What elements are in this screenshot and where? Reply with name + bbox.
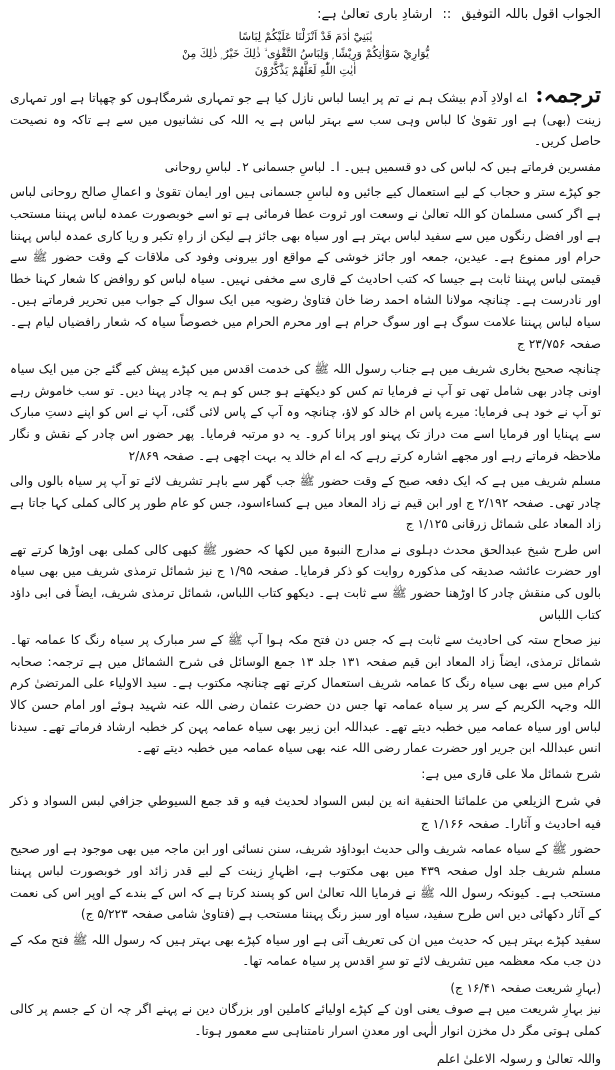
paragraph-suf: نیز بہارِ شریعت میں ہے صوف یعنی اون کے کپڑے اولیائے کاملین اور بزرگان دین نے پہنے اگر چہ ان کے جسم پر کالی کملی ہوتی مگر دل مخزن انوار الٰہی اور معدنِ اسرار نامتناہی سے معمور ہوتا۔ xyxy=(10,1001,601,1038)
translation-paragraph xyxy=(10,82,602,153)
header-separator: :: xyxy=(442,7,452,22)
paragraph-sihah: نیز صحاح ستہ کی احادیث سے ثابت ہے کہ جس دن فتح مکہ ہوا آپ ﷺ کے سر مبارک پر سیاہ رنگ کا عمامہ تھا۔ شمائل ترمذی، ایضاً زاد المعاد ابن قیم صفحہ ۱۳۱ جلد ۱۳ جمع الوسائل فی شرح الشمائل میں ہے ترجمہ: صحابہ کرام میں سے بھی سیاہ رنگ کا عمامہ شریف استعمال کرتے تھے چنانچہ مکتوب ہے۔ سید الاولیاء علی المرتضیٰ کرم اللہ وجہہ الکریم کے سر پر سیاہ عمامہ تھا جس دن حضرت عثمان رضی اللہ عنہ شہید ہوئے اور امام حسن کالا لباس اور سیاہ عمامہ میں خطبہ دیتے تھے۔ عبداللہ ابن زبیر بھی سیاہ عمامہ پہن کر خطبہ ارشاد فرماتے تھے۔ سیدنا انس عبداللہ ابن جریر اور حضرت عمار رضی اللہ عنہ بھی سیاہ عمامہ میں خطبہ دیتے تھے۔ xyxy=(10,633,602,756)
paragraph-amama: حضور ﷺ کے سیاہ عمامہ شریف والی حدیث ابوداؤد شریف، سنن نسائی اور ابن ماجہ میں بھی موجود ہے اور صحیح مسلم شریف جلد اول صفحہ ۴۳۹ میں بھی مکتوب ہے، اظہارِ زینت کے لیے قدر زائد اور خوبصورت لباس پہننا مستحب ہے۔ کیونکہ رسول اللہ ﷺ نے فرمایا اللہ تعالیٰ اس کو پسند کرتا ہے کہ اس کے بندے کے اوپر اس کی نعمت کے آثار دکھائی دیں اس طرح سفید، سیاہ اور سبز رنگ پہننا مستحب ہے (فتاویٰ شامی صفحہ ۵/۲۲۳ ج) xyxy=(10,842,601,922)
ayah-line-1: يٰبَنِيْٓ اٰدَمَ قَدْ اَنْزَلْنَا عَلَيْكُمْ لِبَاسًا xyxy=(238,30,373,43)
paragraph-white-clothes: سفید کپڑے بہتر ہیں کہ حدیث میں ان کی تعریف آتی ہے اور سیاہ کپڑے بھی بہتر ہیں کہ رسول اللہ ﷺ فتح مکہ کے دن جب مکہ معظمہ میں تشریف لائے تو سرِ اقدس پر سیاہ عمامہ تھا۔ xyxy=(10,932,601,969)
bahar-reference: (بہارِ شریعت صفحہ ۱۶/۴۱ ج) xyxy=(450,980,601,995)
header-answer-opening: الجواب اقول باللہ التوفیق xyxy=(461,7,601,22)
paragraph-libas-types: جو کپڑے ستر و حجاب کے لیے استعمال کیے جائیں وہ لباسِ جسمانی ہیں اور ایمان تقویٰ و اعمالِ صالح روحانی لباس ہے اگر کسی مسلمان کو اللہ تعالیٰ نے وسعت اور ثروت عطا فرمائی ہے تو اسے خوبصورت عمدہ لباس پہننا مستحب ہے اور افضل رنگوں میں سے سفید لباس بہتر ہے اور سیاہ بھی جائز ہے لیکن از راہِ تکبر و ریا کاری عمدہ لباس پہننا حرام اور ممنوع ہے۔ عیدین، جمعہ اور جائز خوشی کے مواقع اور بیرونی وفود کی ملاقات کے وقت حضور ﷺ سے قیمتی لباس پہننا ثابت ہے جیسا کہ کتب احادیث کے قاری سے مخفی نہیں۔ سیاہ لباس کو روافض کا شعار کہنا خطا اور نادرست ہے۔ چنانچہ مولانا الشاہ احمد رضا خان فتاویٰ رضویہ میں ایک سوال کے جواب میں تحریر فرماتے ہیں۔ سیاہ لباس پہننا علامت سوگ ہے اور سوگ حرام ہے اور محرم الحرام میں خصوصاً سیاہ کہ شعار رافضیاں لیام ہے۔ صفحہ ۲۳/۷۵۶ ج xyxy=(10,185,601,351)
header-quran-intro: ارشادِ باری تعالیٰ ہے: xyxy=(317,7,433,22)
quran-ayah xyxy=(10,28,601,79)
ayah-line-2: يُّوَارِيْ سَوْاٰتِكُمْ وَرِيْشًا ۭ وَلِبَاسُ التَّقْوٰى ۙ ذٰلِكَ خَيْرٌ ۭ ذٰلِكَ مِنْ xyxy=(181,47,430,60)
paragraph-madarij: اس طرح شیخ عبدالحق محدث دہلوی نے مدارج النبوۃ میں لکھا کہ حضور ﷺ کبھی کالی کملی بھی اوڑھا کرتے تھے اور حضرت عائشہ صدیقہ کی مذکورہ روایت کو ذکر فرمایا۔ صفحہ ۱/۹۵ ج نیز شمائل ترمذی شریف میں بھی سیاہ بالوں کی منقش چادر کا اوڑھنا حضور ﷺ سے ثابت ہے۔ دیکھو کتاب اللباس، شمائل ترمذی شریف، ایضاً فی ابی داؤد کتاب اللباس xyxy=(10,542,601,622)
translation-text: اے اولادِ آدم بیشک ہم نے تم پر ایسا لباس نازل کیا ہے جو تمہاری شرمگاہوں کو چھپاتا ہے اور تمہاری زینت (بھی) ہے اور تقویٰ کا لباس وہی سب سے بہتر لباس ہے یہ اللہ کی نشانیوں میں سے ہے تاکہ وہ نصیحت حاصل کریں۔ xyxy=(10,91,601,149)
translation-label: ترجمہ: xyxy=(535,82,602,108)
paragraph-bukhari: چنانچہ صحیح بخاری شریف میں ہے جناب رسول اللہ ﷺ کی خدمت اقدس میں کپڑے پیش کیے گئے جن میں ایک سیاہ اونی چادر بھی شامل تھی تو آپ نے فرمایا تم کس کو دیکھتے ہو جس کو ہم یہ چادر پہنا دیں۔ تو سب خاموش رہے تو آپ نے خود ہی فرمایا: میرے پاس ام خالد کو لاؤ، چنانچہ وہ آپ کے پاس لائی گئی، آپ نے اس کو اپنے دستِ مبارک سے پہنایا اور فرمایا اسے مت دراز تک پہنو اور پرانا کرو۔ یہ دو مرتبہ فرمایا۔ پھر حضور اس چادر کے نقش و نگار ملاحظہ فرماتے رہے اور مجھے اشارہ کرتے رہے کہ اے ام خالد یہ بہت اچھی ہے۔ صفحہ ۲/۸۶۹ xyxy=(10,362,601,463)
arabic-quote: في شرح الزيلعي من علمائنا الحنفية انه ين لبس السواد لحديث فيه و قد جمع السيوطي جزافي لبس السواد و ذكر فيه احاديث و آثارا۔ صفحہ ۱/۱۶۶ ج xyxy=(10,793,601,832)
paragraph-shamail-intro: شرح شمائل ملا علی قاری میں ہے: xyxy=(421,766,601,781)
closing-formula: واللہ تعالیٰ و رسولہ الاعلیٰ اعلم xyxy=(436,1052,601,1067)
page-header xyxy=(10,4,601,26)
paragraph-mufassirin: مفسرین فرماتے ہیں کہ لباس کی دو قسمیں ہیں۔ ا۔ لباسِ جسمانی ۲۔ لباسِ روحانی xyxy=(164,159,601,174)
ayah-line-3: اٰيٰتِ اللّٰهِ لَعَلَّهُمْ يَذَّكَّرُوْنَ xyxy=(254,64,357,77)
paragraph-muslim: مسلم شریف میں ہے کہ ایک دفعہ صبح کے وقت حضور ﷺ جب گھر سے باہر تشریف لائے تو آپ پر سیاہ بالوں والی چادر تھی۔ صفحہ ۲/۱۹۲ ج اور ابن قیم نے زاد المعاد میں ہے کساءاسود، جس کو عام طور پر کالی کملی کہا جاتا ہے زاد المعاد علی شمائل زرقانی ۱/۱۲۵ ج xyxy=(10,474,602,532)
